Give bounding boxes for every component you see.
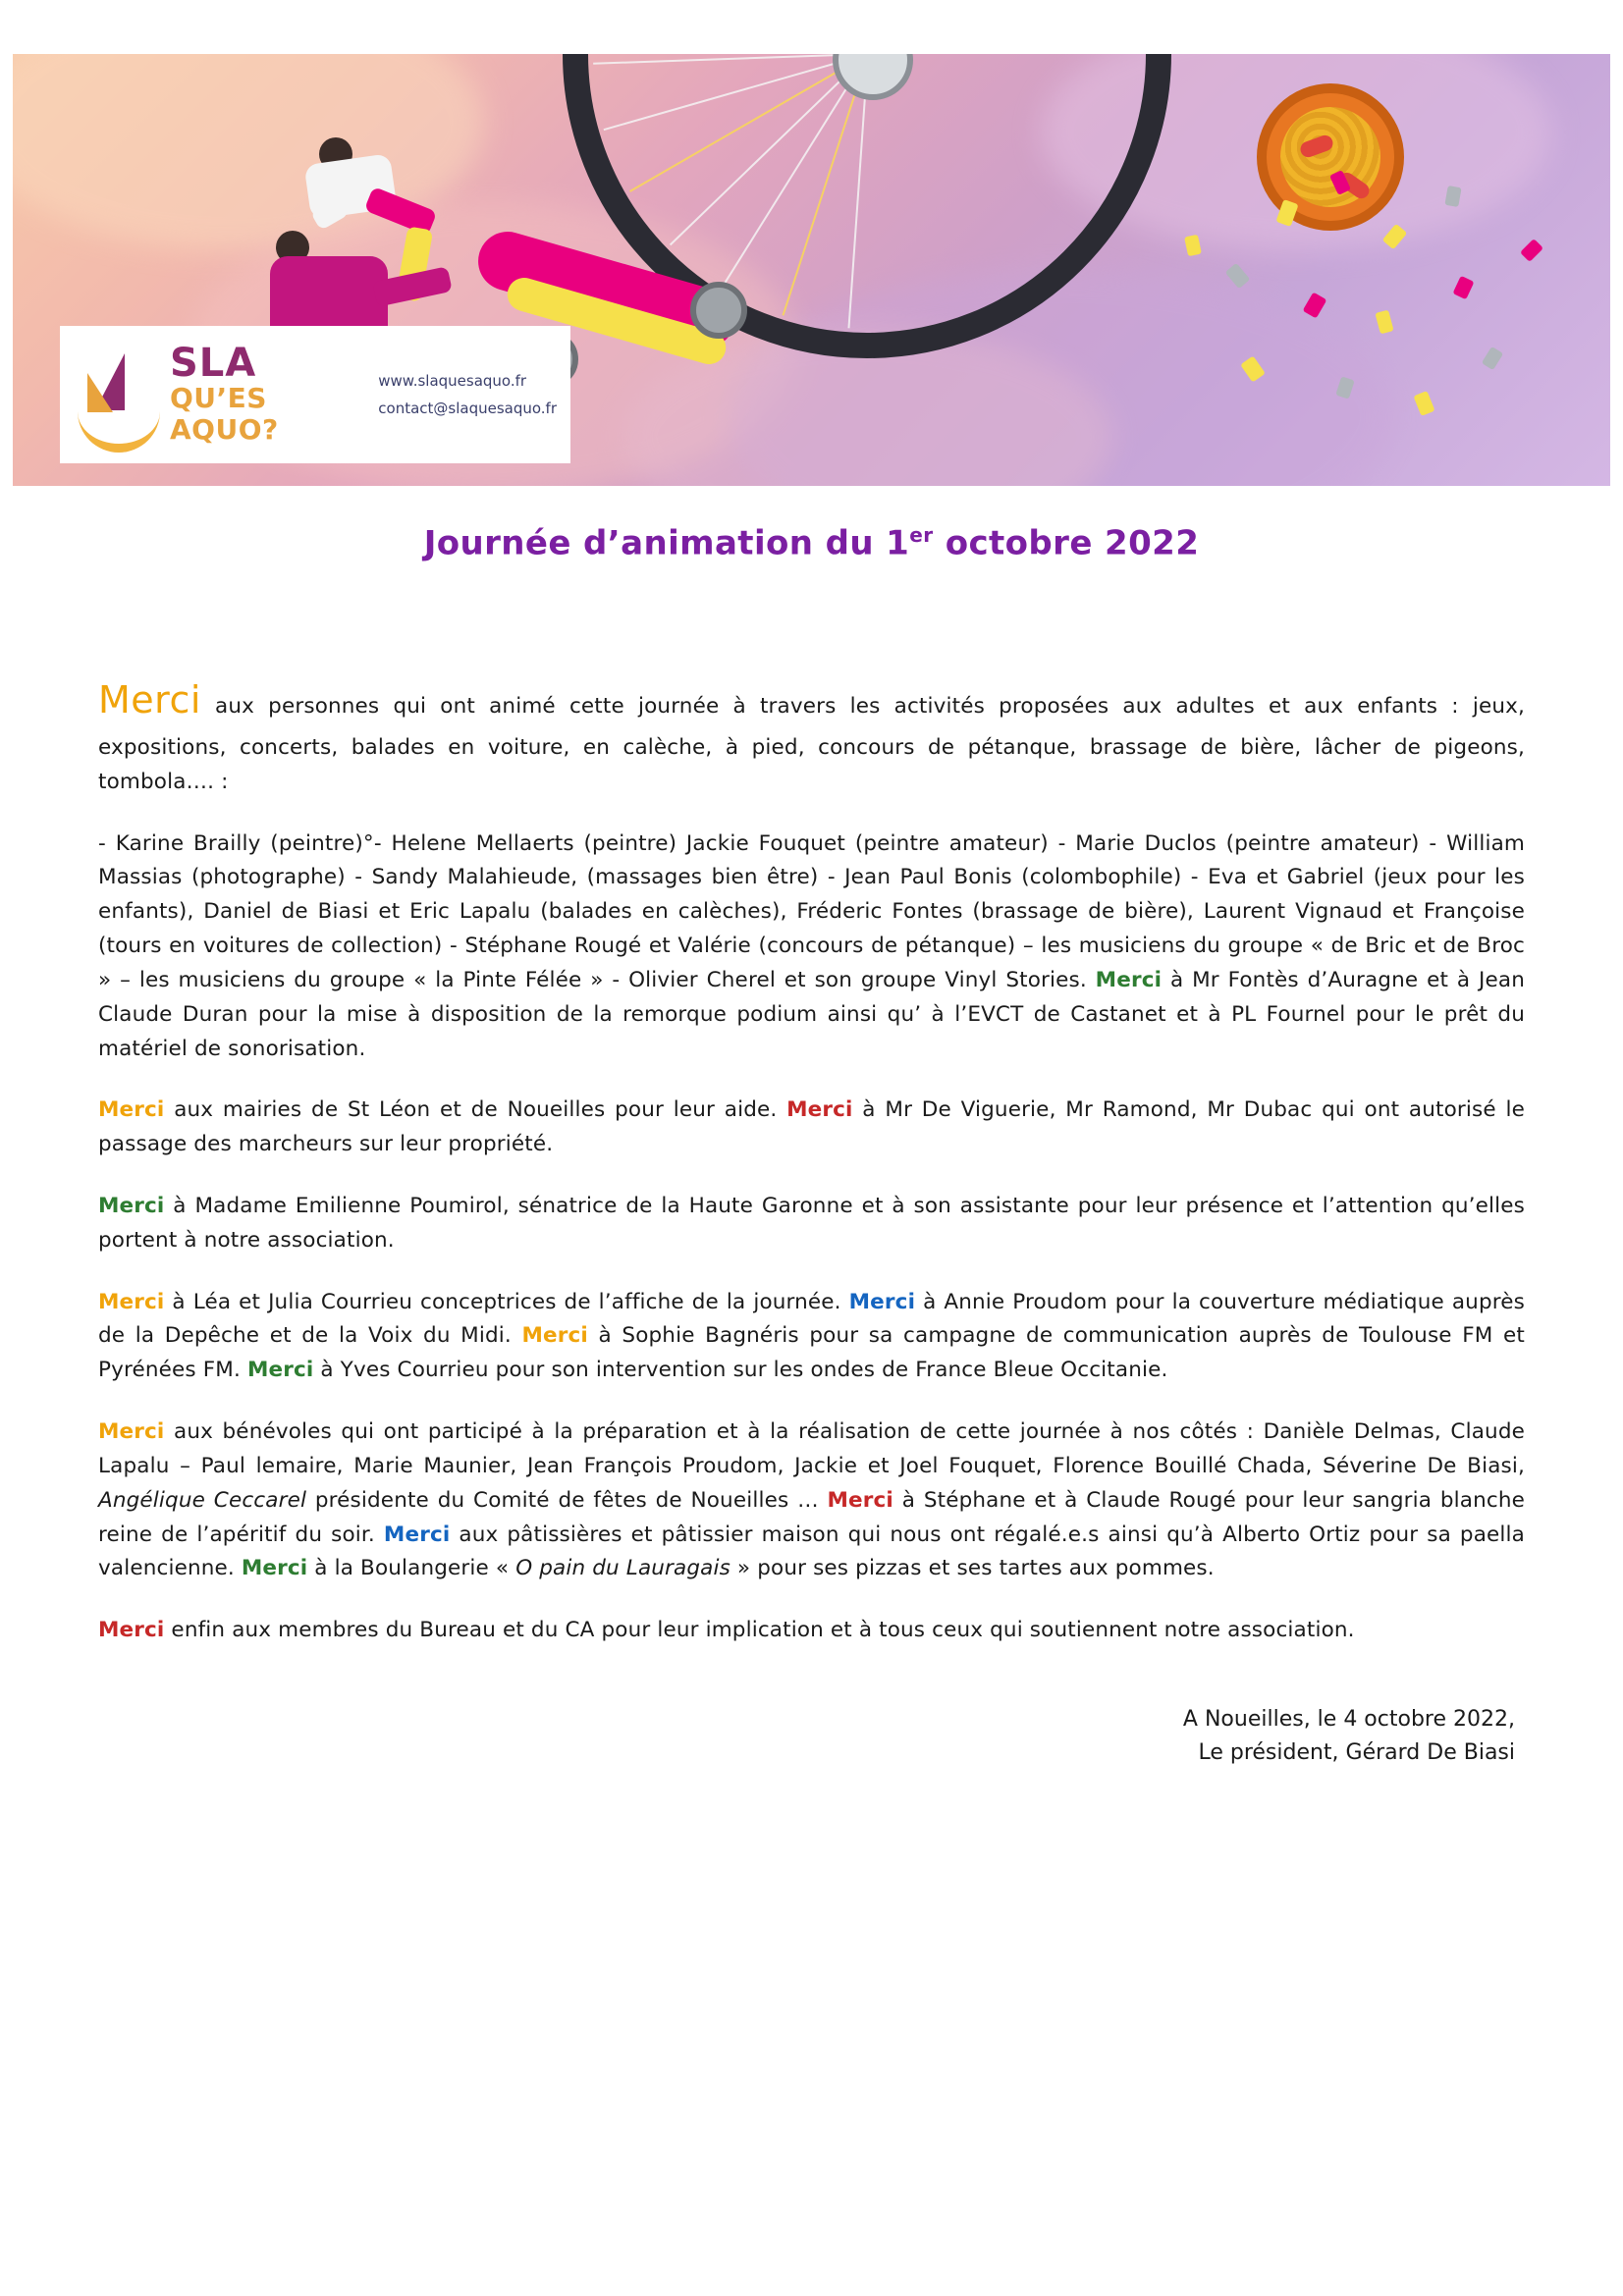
merci-yellow: Merci bbox=[521, 1323, 588, 1349]
media-text-1: à Léa et Julia Courrieu conceptrices de l’affiche de la journée. bbox=[164, 1289, 849, 1314]
media-text-2: à Annie Proudom pour la couverture médiatique auprès de la Depêche et de la Voix du Midi. bbox=[98, 1289, 1525, 1349]
merci-blue: Merci bbox=[848, 1289, 916, 1314]
paragraph-benevoles bbox=[98, 1415, 1525, 1586]
bureau-text: enfin aux membres du Bureau et du CA pour leur implication et à tous ceux qui soutiennent notre association. bbox=[164, 1618, 1355, 1643]
merci-red: Merci bbox=[98, 1618, 165, 1643]
merci-green: Merci bbox=[98, 1193, 165, 1218]
paella-pan-illustration bbox=[1257, 83, 1404, 231]
merci-green: Merci bbox=[241, 1556, 308, 1581]
confetti-piece bbox=[1375, 310, 1393, 335]
benevoles-italic-name: Angélique Ceccarel bbox=[98, 1487, 307, 1513]
logo-email: contact@slaquesaquo.fr bbox=[378, 400, 557, 417]
benevoles-text-2: à Stéphane et à Claude Rougé pour leur sangria blanche reine de l’apéritif du soir. bbox=[98, 1487, 1525, 1547]
paragraph-intro-text: aux personnes qui ont animé cette journée à travers les activités proposées aux adultes et aux enfants : jeux, expositions, concerts, balades en voiture, en calèche, à pied, concours de pétanque, brassage de bière, lâcher de pigeons, tombola…. : bbox=[98, 694, 1525, 794]
animateurs-list: - Karine Brailly (peintre)°- Helene Mellaerts (peintre) Jackie Fouquet (peintre amateur) - Marie Duclos (peintre amateur) - William Massias (photographe) - Sandy Malahieude, (massages bien être) - Jean Paul Bonis (colombophile) - Eva et Gabriel (jeux pour les enfants), Daniel de Biasi et Eric Lapalu (balades en calèches), Fréderic Fontes (brassage de bière), Laurent Vignaud et Françoise (tours en voitures de collection) - Stéphane Rougé et Valérie (concours de pétanque) – les musiciens du groupe « de Bric et de Broc » – les musiciens du groupe « la Pinte Félée » - Olivier Cherel et son groupe Vinyl Stories. bbox=[98, 830, 1525, 992]
logo-name: SLA bbox=[170, 340, 257, 386]
media-text-3: à Sophie Bagnéris pour sa campagne de communication auprès de Toulouse FM et Pyrénées FM. bbox=[98, 1323, 1525, 1383]
page-title bbox=[0, 523, 1623, 562]
merci-yellow: Merci bbox=[98, 1419, 165, 1445]
merci-green: Merci bbox=[1095, 967, 1163, 992]
merci-red: Merci bbox=[827, 1487, 893, 1513]
wheel-hub bbox=[833, 54, 913, 100]
benevoles-text-1: aux bénévoles qui ont participé à la préparation et à la réalisation de cette journée à nos côtés : Danièle Delmas, Claude Lapalu – Paul lemaire, Marie Maunier, Jean François Proudom, Jackie et Joel Fouquet, Florence Bouillé Chada, Séverine De Biasi, bbox=[98, 1419, 1525, 1478]
merci-lead: Merci bbox=[98, 678, 201, 722]
paragraph-animateurs bbox=[98, 828, 1525, 1067]
benevoles-text-1b: présidente du Comité de fêtes de Noueilles … bbox=[306, 1487, 828, 1513]
benevoles-text-3: aux pâtissières et pâtissier maison qui nous ont régalé.e.s ainsi qu’à Alberto Ortiz pour sa paella valencienne. bbox=[98, 1522, 1525, 1581]
logo-tagline: QU’ES AQUO? bbox=[170, 381, 279, 446]
confetti-piece bbox=[1482, 347, 1503, 370]
confetti-piece bbox=[1303, 292, 1327, 318]
mairies-text-2: à Mr De Viguerie, Mr Ramond, Mr Dubac qui ont autorisé le passage des marcheurs sur leur propriété. bbox=[98, 1097, 1525, 1157]
paragraph-senatrice bbox=[98, 1190, 1525, 1258]
scooter-wheel bbox=[690, 282, 747, 339]
bakery-name-italic: O pain du Lauragais bbox=[515, 1556, 730, 1581]
title-prefix: Journée d’animation du 1 bbox=[423, 523, 910, 563]
merci-yellow: Merci bbox=[98, 1289, 165, 1314]
benevoles-text-4b: » pour ses pizzas et ses tartes aux pommes. bbox=[730, 1556, 1215, 1581]
confetti-piece bbox=[1225, 263, 1251, 289]
confetti-piece bbox=[1520, 239, 1543, 262]
document-body bbox=[0, 486, 1623, 1770]
media-text-4: à Yves Courrieu pour son intervention sur les ondes de France Bleue Occitanie. bbox=[313, 1358, 1168, 1383]
logo-website: www.slaquesaquo.fr bbox=[378, 371, 527, 390]
association-logo-block bbox=[60, 326, 570, 463]
signature-place-date: A Noueilles, le 4 octobre 2022, bbox=[1182, 1707, 1515, 1733]
title-ordinal-suffix: er bbox=[909, 523, 934, 547]
paragraph-bureau bbox=[98, 1614, 1525, 1648]
merci-yellow: Merci bbox=[98, 1097, 165, 1123]
header-illustration-banner bbox=[13, 54, 1610, 486]
sla-sailboat-logo-icon bbox=[74, 347, 164, 442]
confetti-piece bbox=[1452, 276, 1474, 299]
paragraph-affiche-media bbox=[98, 1286, 1525, 1388]
animateurs-text-after: à Mr Fontès d’Auragne et à Jean Claude Duran pour la mise à disposition de la remorque podium ainsi qu’ à l’EVCT de Castanet et à PL Fournel pour le prêt du matériel de sonorisation. bbox=[98, 967, 1525, 1061]
merci-green: Merci bbox=[246, 1358, 314, 1383]
senatrice-text: à Madame Emilienne Poumirol, sénatrice de la Haute Garonne et à son assistante pour leur présence et l’attention qu’elles portent à notre association. bbox=[98, 1193, 1525, 1253]
mairies-text-1: aux mairies de St Léon et de Noueilles pour leur aide. bbox=[164, 1097, 787, 1123]
title-suffix: octobre 2022 bbox=[933, 523, 1200, 563]
paragraph-intro bbox=[98, 670, 1525, 799]
signature-block bbox=[0, 1703, 1515, 1770]
merci-blue: Merci bbox=[383, 1522, 451, 1547]
merci-red: Merci bbox=[786, 1097, 853, 1123]
letter-content bbox=[98, 670, 1525, 1648]
signature-president: Le président, Gérard De Biasi bbox=[1198, 1740, 1515, 1766]
benevoles-text-4: à la Boulangerie « bbox=[307, 1556, 516, 1581]
paragraph-mairies bbox=[98, 1094, 1525, 1162]
confetti-piece bbox=[1413, 391, 1434, 416]
